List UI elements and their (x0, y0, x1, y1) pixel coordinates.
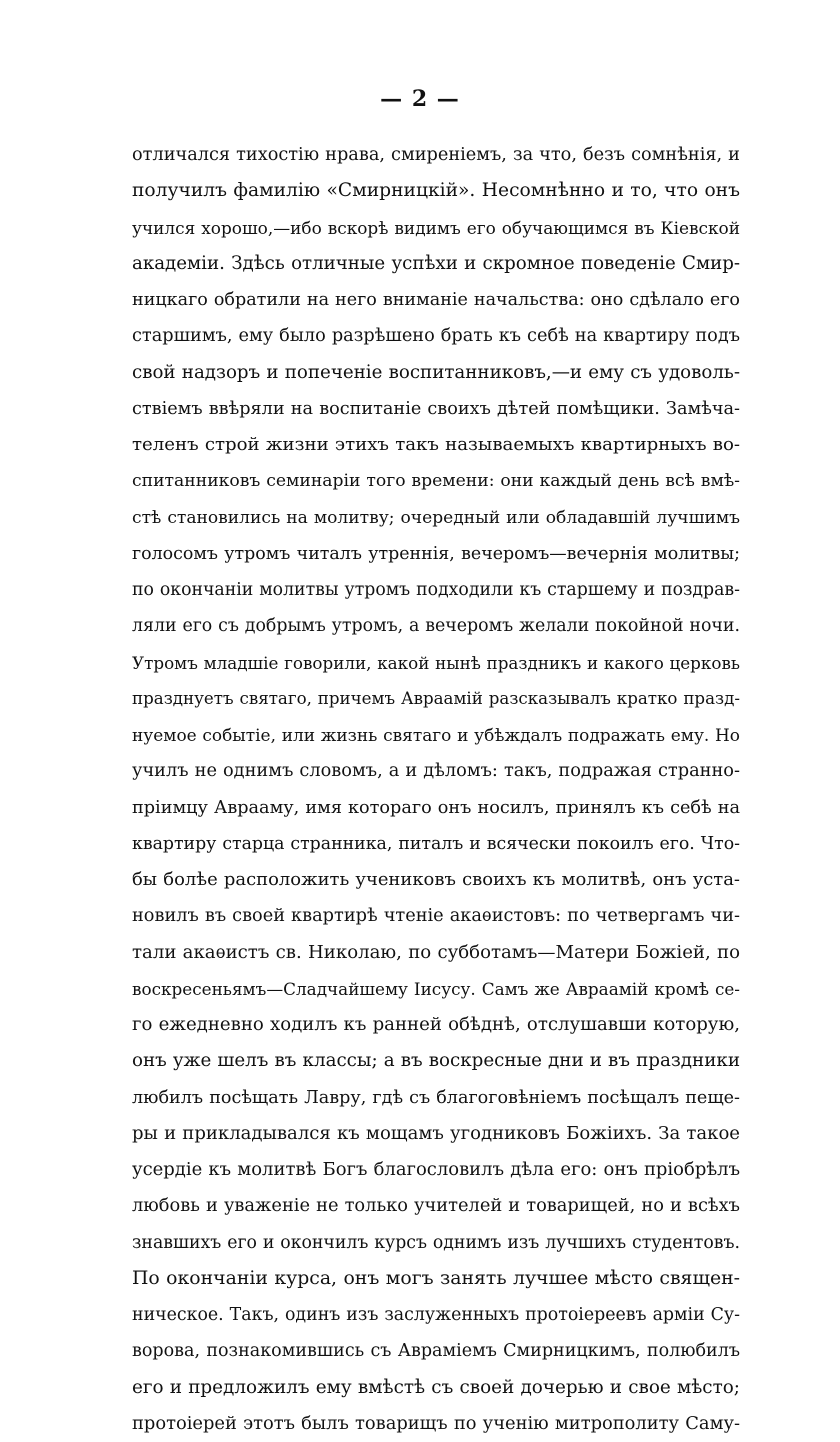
text-line: училъ не однимъ словомъ, а и дѣломъ: такъ, подражая странно- (132, 761, 740, 782)
text-line: спитанниковъ семинаріи того времени: они каждый день всѣ вмѣ- (132, 471, 740, 492)
text-line: протоіерей этотъ былъ товарищъ по ученію митрополиту Саму- (132, 1412, 740, 1434)
text-line: по окончаніи молитвы утромъ подходили къ старшему и поздрав- (132, 580, 740, 600)
text-line: воскресеньямъ—Сладчайшему Іисусу. Самъ же Авраамій кромѣ се- (132, 978, 740, 999)
text-line: онъ уже шелъ въ классы; а въ воскресные дни и въ праздники (132, 1050, 740, 1072)
text-line: пріимцу Аврааму, имя котораго онъ носилъ, принялъ къ себѣ на (132, 797, 740, 818)
text-line: академіи. Здѣсь отличные успѣхи и скромное поведеніе Смир- (132, 252, 740, 274)
text-line: получилъ фамилію «Смирницкій». Несомнѣнно и то, что онъ (132, 180, 740, 202)
text-line: теленъ строй жизни этихъ такъ называемыхъ квартирныхъ во- (132, 434, 740, 455)
text-line: учился хорошо,—ибо вскорѣ видимъ его обучающимся въ Кіевской (132, 217, 740, 238)
text-line: его и предложилъ ему вмѣстѣ съ своей дочерью и свое мѣсто; (132, 1376, 740, 1398)
body-text (132, 137, 740, 1442)
text-line: отличался тихостію нрава, смиреніемъ, за что, безъ сомнѣнія, и (132, 145, 740, 165)
text-line: ры и прикладывался къ мощамъ угодниковъ Божіихъ. За такое (132, 1122, 740, 1144)
text-line: новилъ въ своей квартирѣ чтеніе акаѳистовъ: по четвергамъ чи- (132, 906, 740, 927)
text-line: го ежедневно ходилъ къ ранней обѣднѣ, отслушавши которую, (132, 1014, 740, 1035)
text-line: ворова, познакомившись съ Авраміемъ Смирницкимъ, полюбилъ (132, 1341, 740, 1362)
text-line: ствіемъ ввѣряли на воспитаніе своихъ дѣтей помѣщики. Замѣча- (132, 398, 740, 419)
text-line: знавшихъ его и окончилъ курсъ однимъ изъ лучшихъ студентовъ. (132, 1232, 740, 1253)
page-number: — 2 — (380, 86, 460, 112)
text-line: квартиру старца странника, питалъ и всячески покоилъ его. Что- (132, 833, 740, 854)
text-line: бы болѣе расположить учениковъ своихъ къ молитвѣ, онъ уста- (132, 869, 740, 890)
text-line: По окончаніи курса, онъ могъ занять лучшее мѣсто священ- (132, 1267, 740, 1289)
text-line: стѣ становились на молитву; очередный или обладавшій лучшимъ (132, 507, 740, 528)
text-line: ляли его съ добрымъ утромъ, а вечеромъ желали покойной ночи. (132, 616, 740, 637)
text-line: свой надзоръ и попеченіе воспитанниковъ,—и ему съ удоволь- (132, 361, 740, 383)
text-line: тали акаѳистъ св. Николаю, по субботамъ—Матери Божіей, по (132, 941, 740, 963)
text-line: ническое. Такъ, одинъ изъ заслуженныхъ протоіереевъ арміи Су- (132, 1305, 740, 1325)
text-line: голосомъ утромъ читалъ утреннія, вечеромъ—вечернія молитвы; (132, 543, 740, 564)
text-line: усердіе къ молитвѣ Богъ благословилъ дѣла его: онъ пріобрѣлъ (132, 1159, 740, 1180)
text-line: празднуетъ святаго, причемъ Авраамій разсказывалъ кратко празд- (132, 688, 740, 708)
text-line: любилъ посѣщать Лавру, гдѣ съ благоговѣніемъ посѣщалъ пеще- (132, 1087, 740, 1108)
text-line: Утромъ младшіе говорили, какой нынѣ праздникъ и какого церковь (132, 652, 740, 673)
text-line: ницкаго обратили на него вниманіе начальства: оно сдѣлало его (132, 290, 740, 310)
text-line: старшимъ, ему было разрѣшено брать къ себѣ на квартиру подъ (132, 326, 740, 347)
text-line: нуемое событіе, или жизнь святаго и убѣждалъ подражать ему. Но (132, 725, 740, 745)
text-line: любовь и уваженіе не только учителей и товарищей, но и всѣхъ (132, 1195, 740, 1217)
